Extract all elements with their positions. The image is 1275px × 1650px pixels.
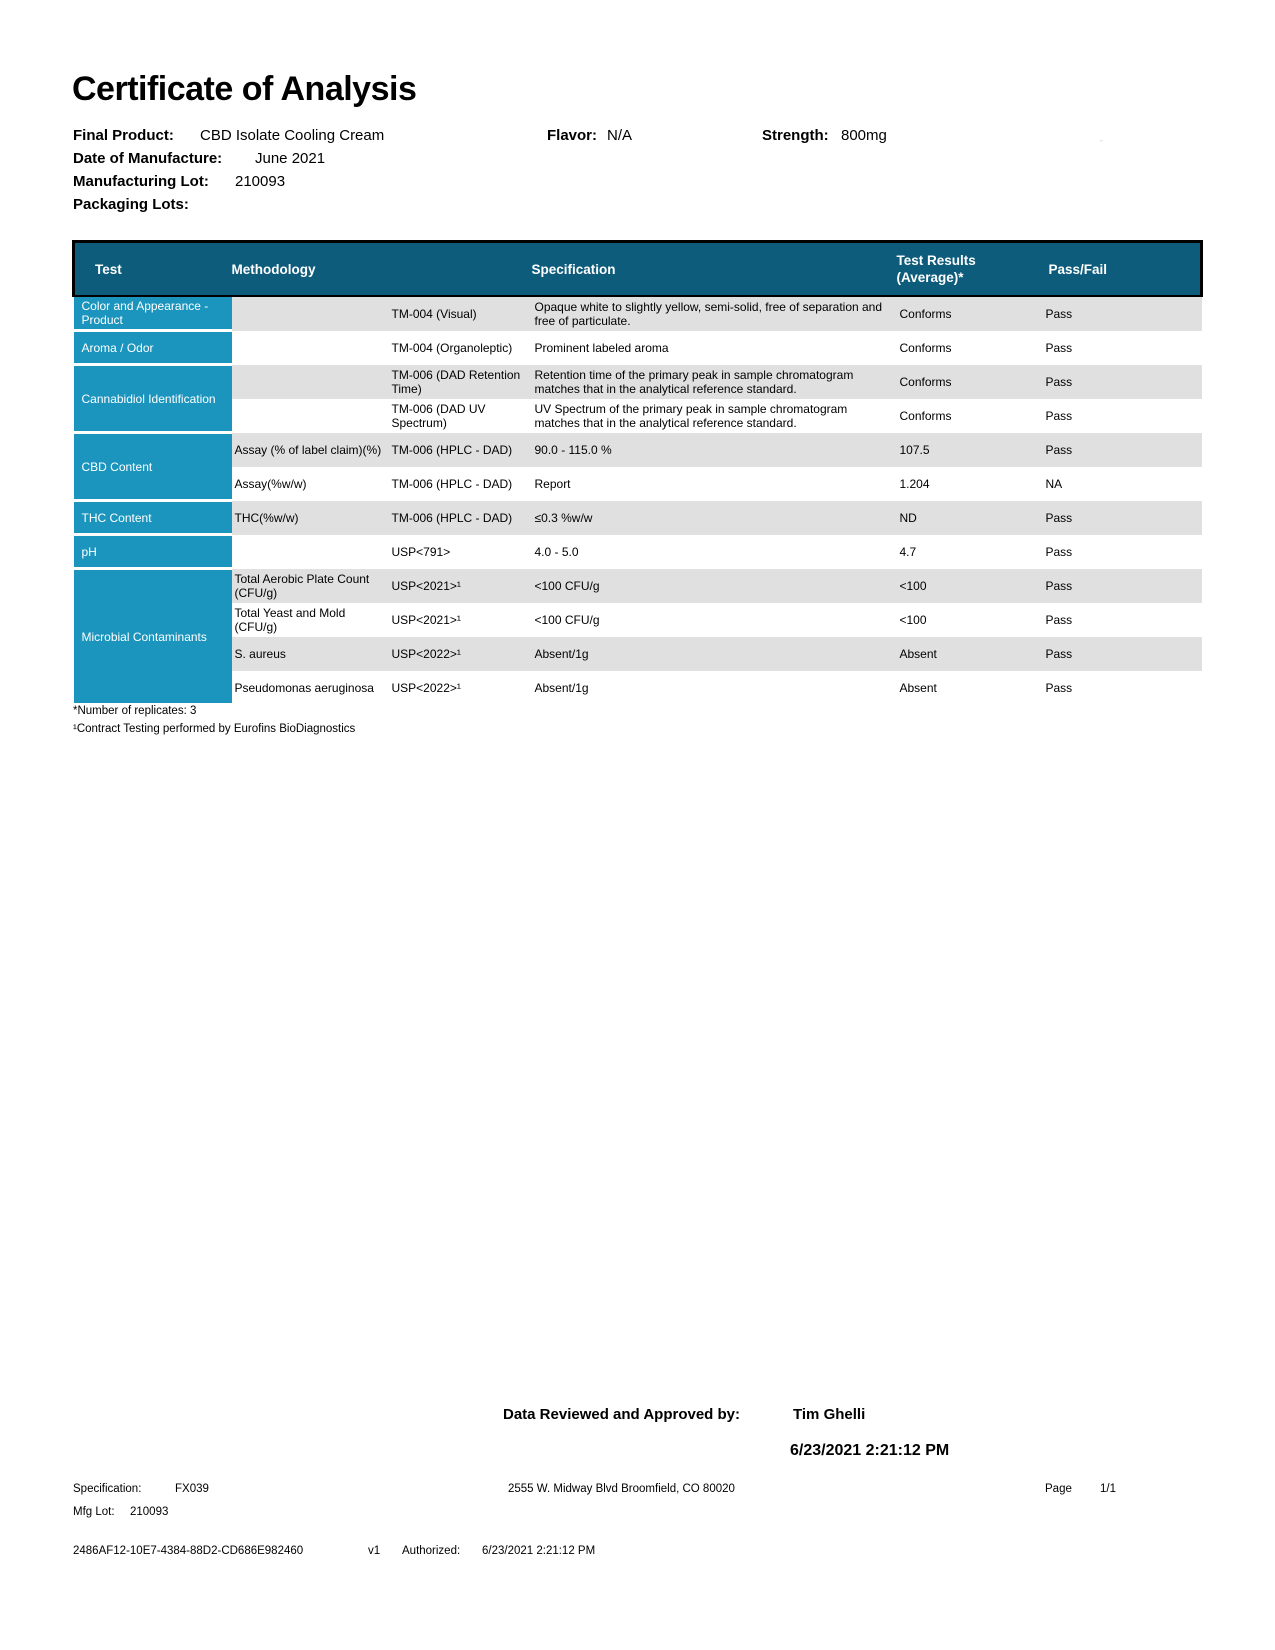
- table-row: [74, 433, 1202, 467]
- column-header-methodology: Methodology: [232, 242, 532, 297]
- stray-print-mark: -: [1100, 136, 1103, 145]
- footer-page-value: 1/1: [1100, 1483, 1116, 1495]
- final-product-label: Final Product:: [73, 127, 174, 144]
- test-group-cell: CBD Content: [74, 433, 232, 501]
- methodology-cell: TM-006 (DAD Retention Time): [389, 365, 532, 399]
- manufacturing-lot-label: Manufacturing Lot:: [73, 173, 209, 190]
- specification-cell: UV Spectrum of the primary peak in sample chromatogram matches that in the analytical reference standard.: [534, 401, 848, 430]
- result-cell: Conforms: [899, 340, 952, 355]
- methodology-cell: USP<2022>¹: [391, 680, 461, 695]
- approval-label: Data Reviewed and Approved by:: [503, 1406, 740, 1423]
- result-cell: ND: [897, 501, 1043, 535]
- test-group-cell: Color and Appearance - Product: [74, 296, 232, 331]
- methodology-cell: TM-006 (HPLC - DAD): [389, 501, 532, 535]
- passfail-cell: Pass: [1043, 569, 1202, 603]
- table-row: [74, 603, 1202, 637]
- table-row: [74, 501, 1202, 535]
- date-of-manufacture-label: Date of Manufacture:: [73, 150, 223, 167]
- passfail-cell: NA: [1045, 476, 1063, 491]
- result-cell: <100: [899, 612, 927, 627]
- page-title: Certificate of Analysis: [72, 70, 417, 108]
- result-cell: <100: [897, 569, 1043, 603]
- passfail-cell: Pass: [1043, 296, 1202, 331]
- test-group-cell: pH: [74, 535, 232, 569]
- sub-test-cell: [232, 399, 389, 433]
- footer-authorized-datetime: 6/23/2021 2:21:12 PM: [482, 1545, 596, 1557]
- specification-cell: Prominent labeled aroma: [534, 340, 669, 355]
- flavor-label: Flavor:: [547, 127, 598, 144]
- packaging-lots-label: Packaging Lots:: [73, 196, 189, 213]
- test-group-cell: THC Content: [74, 501, 232, 535]
- column-header-specification: Specification: [532, 242, 897, 297]
- footer-page-label: Page: [1045, 1483, 1072, 1495]
- date-of-manufacture-value: June 2021: [255, 150, 326, 167]
- table-row: [74, 331, 1202, 365]
- footer-authorized-label: Authorized:: [402, 1545, 461, 1557]
- strength-label: Strength:: [762, 127, 829, 144]
- footer-specification-label: Specification:: [73, 1483, 142, 1495]
- footer-mfg-lot-value: 210093: [130, 1506, 169, 1518]
- footer-address: 2555 W. Midway Blvd Broomfield, CO 80020: [508, 1483, 735, 1495]
- result-cell: Conforms: [897, 296, 1043, 331]
- test-group-cell: Cannabidiol Identification: [74, 365, 232, 433]
- sub-test-cell: Total Aerobic Plate Count (CFU/g): [232, 569, 389, 603]
- result-cell: 107.5: [897, 433, 1043, 467]
- approval-datetime: 6/23/2021 2:21:12 PM: [790, 1442, 950, 1459]
- footer-specification-value: FX039: [175, 1483, 209, 1495]
- passfail-cell: Pass: [1045, 544, 1073, 559]
- result-cell: Conforms: [899, 408, 952, 423]
- methodology-cell: TM-006 (HPLC - DAD): [389, 433, 532, 467]
- passfail-cell: Pass: [1045, 340, 1073, 355]
- result-cell: 4.7: [899, 544, 917, 559]
- sub-test-cell: [232, 331, 389, 365]
- passfail-cell: Pass: [1043, 433, 1202, 467]
- sub-test-cell: Assay (% of label claim)(%): [232, 433, 389, 467]
- specification-cell: ≤0.3 %w/w: [532, 501, 897, 535]
- specification-cell: 4.0 - 5.0: [534, 544, 579, 559]
- sub-test-cell: S. aureus: [232, 637, 389, 671]
- footnote-replicates: *Number of replicates: 3: [73, 705, 197, 717]
- specification-cell: Opaque white to slightly yellow, semi-solid, free of separation and free of particulate.: [532, 296, 897, 331]
- table-row: [74, 569, 1202, 603]
- specification-cell: Absent/1g: [534, 680, 589, 695]
- table-row: [74, 671, 1202, 705]
- sub-test-cell: [232, 365, 389, 399]
- column-header-test: Test: [74, 242, 232, 297]
- specification-cell: Report: [534, 476, 571, 491]
- strength-value: 800mg: [841, 127, 887, 144]
- table-row: [74, 365, 1202, 399]
- methodology-cell: TM-004 (Organoleptic): [391, 340, 513, 355]
- approver-name: Tim Ghelli: [793, 1406, 866, 1423]
- specification-cell: <100 CFU/g: [534, 612, 600, 627]
- passfail-cell: Pass: [1045, 408, 1073, 423]
- methodology-cell: USP<2022>¹: [389, 637, 532, 671]
- sub-test-cell: Pseudomonas aeruginosa: [234, 680, 374, 695]
- sub-test-cell: Assay(%w/w): [234, 476, 307, 491]
- footer-version: v1: [368, 1545, 381, 1557]
- methodology-cell: USP<791>: [391, 544, 451, 559]
- specification-cell: <100 CFU/g: [532, 569, 897, 603]
- column-header-test-results: Test Results (Average)*: [897, 242, 1043, 297]
- sub-test-cell: THC(%w/w): [232, 501, 389, 535]
- methodology-cell: USP<2021>¹: [389, 569, 532, 603]
- methodology-cell: TM-006 (DAD UV Spectrum): [391, 401, 486, 430]
- methodology-cell: USP<2021>¹: [391, 612, 461, 627]
- table-row: [74, 467, 1202, 501]
- results-table-body: [74, 296, 1202, 705]
- result-cell: Conforms: [897, 365, 1043, 399]
- flavor-value: N/A: [607, 127, 633, 144]
- table-header-row: [74, 242, 1202, 297]
- specification-cell: Absent/1g: [532, 637, 897, 671]
- table-row: [74, 399, 1202, 433]
- footer-mfg-lot-label: Mfg Lot:: [73, 1506, 115, 1518]
- final-product-value: CBD Isolate Cooling Cream: [200, 127, 385, 144]
- footer-document-id: 2486AF12-10E7-4384-88D2-CD686E982460: [73, 1545, 304, 1557]
- test-group-cell: Aroma / Odor: [74, 331, 232, 365]
- manufacturing-lot-value: 210093: [235, 173, 286, 190]
- table-row: [74, 535, 1202, 569]
- test-group-cell: Microbial Contaminants: [74, 569, 232, 705]
- sub-test-cell: [232, 296, 389, 331]
- result-cell: 1.204: [899, 476, 930, 491]
- specification-cell: Retention time of the primary peak in sample chromatogram matches that in the analytical reference standard.: [532, 365, 897, 399]
- sub-test-cell: [232, 535, 389, 569]
- table-row: [74, 637, 1202, 671]
- sub-test-cell: Total Yeast and Mold (CFU/g): [234, 605, 346, 634]
- passfail-cell: Pass: [1045, 680, 1073, 695]
- results-table: [72, 240, 1203, 706]
- specification-cell: 90.0 - 115.0 %: [532, 433, 897, 467]
- passfail-cell: Pass: [1045, 612, 1073, 627]
- table-row: [74, 296, 1202, 331]
- passfail-cell: Pass: [1043, 501, 1202, 535]
- column-header-pass-fail: Pass/Fail: [1043, 242, 1202, 297]
- result-cell: Absent: [897, 637, 1043, 671]
- methodology-cell: TM-004 (Visual): [389, 296, 532, 331]
- methodology-cell: TM-006 (HPLC - DAD): [391, 476, 513, 491]
- footnote-contract-testing: ¹Contract Testing performed by Eurofins BioDiagnostics: [73, 723, 356, 735]
- result-cell: Absent: [899, 680, 937, 695]
- passfail-cell: Pass: [1043, 637, 1202, 671]
- passfail-cell: Pass: [1043, 365, 1202, 399]
